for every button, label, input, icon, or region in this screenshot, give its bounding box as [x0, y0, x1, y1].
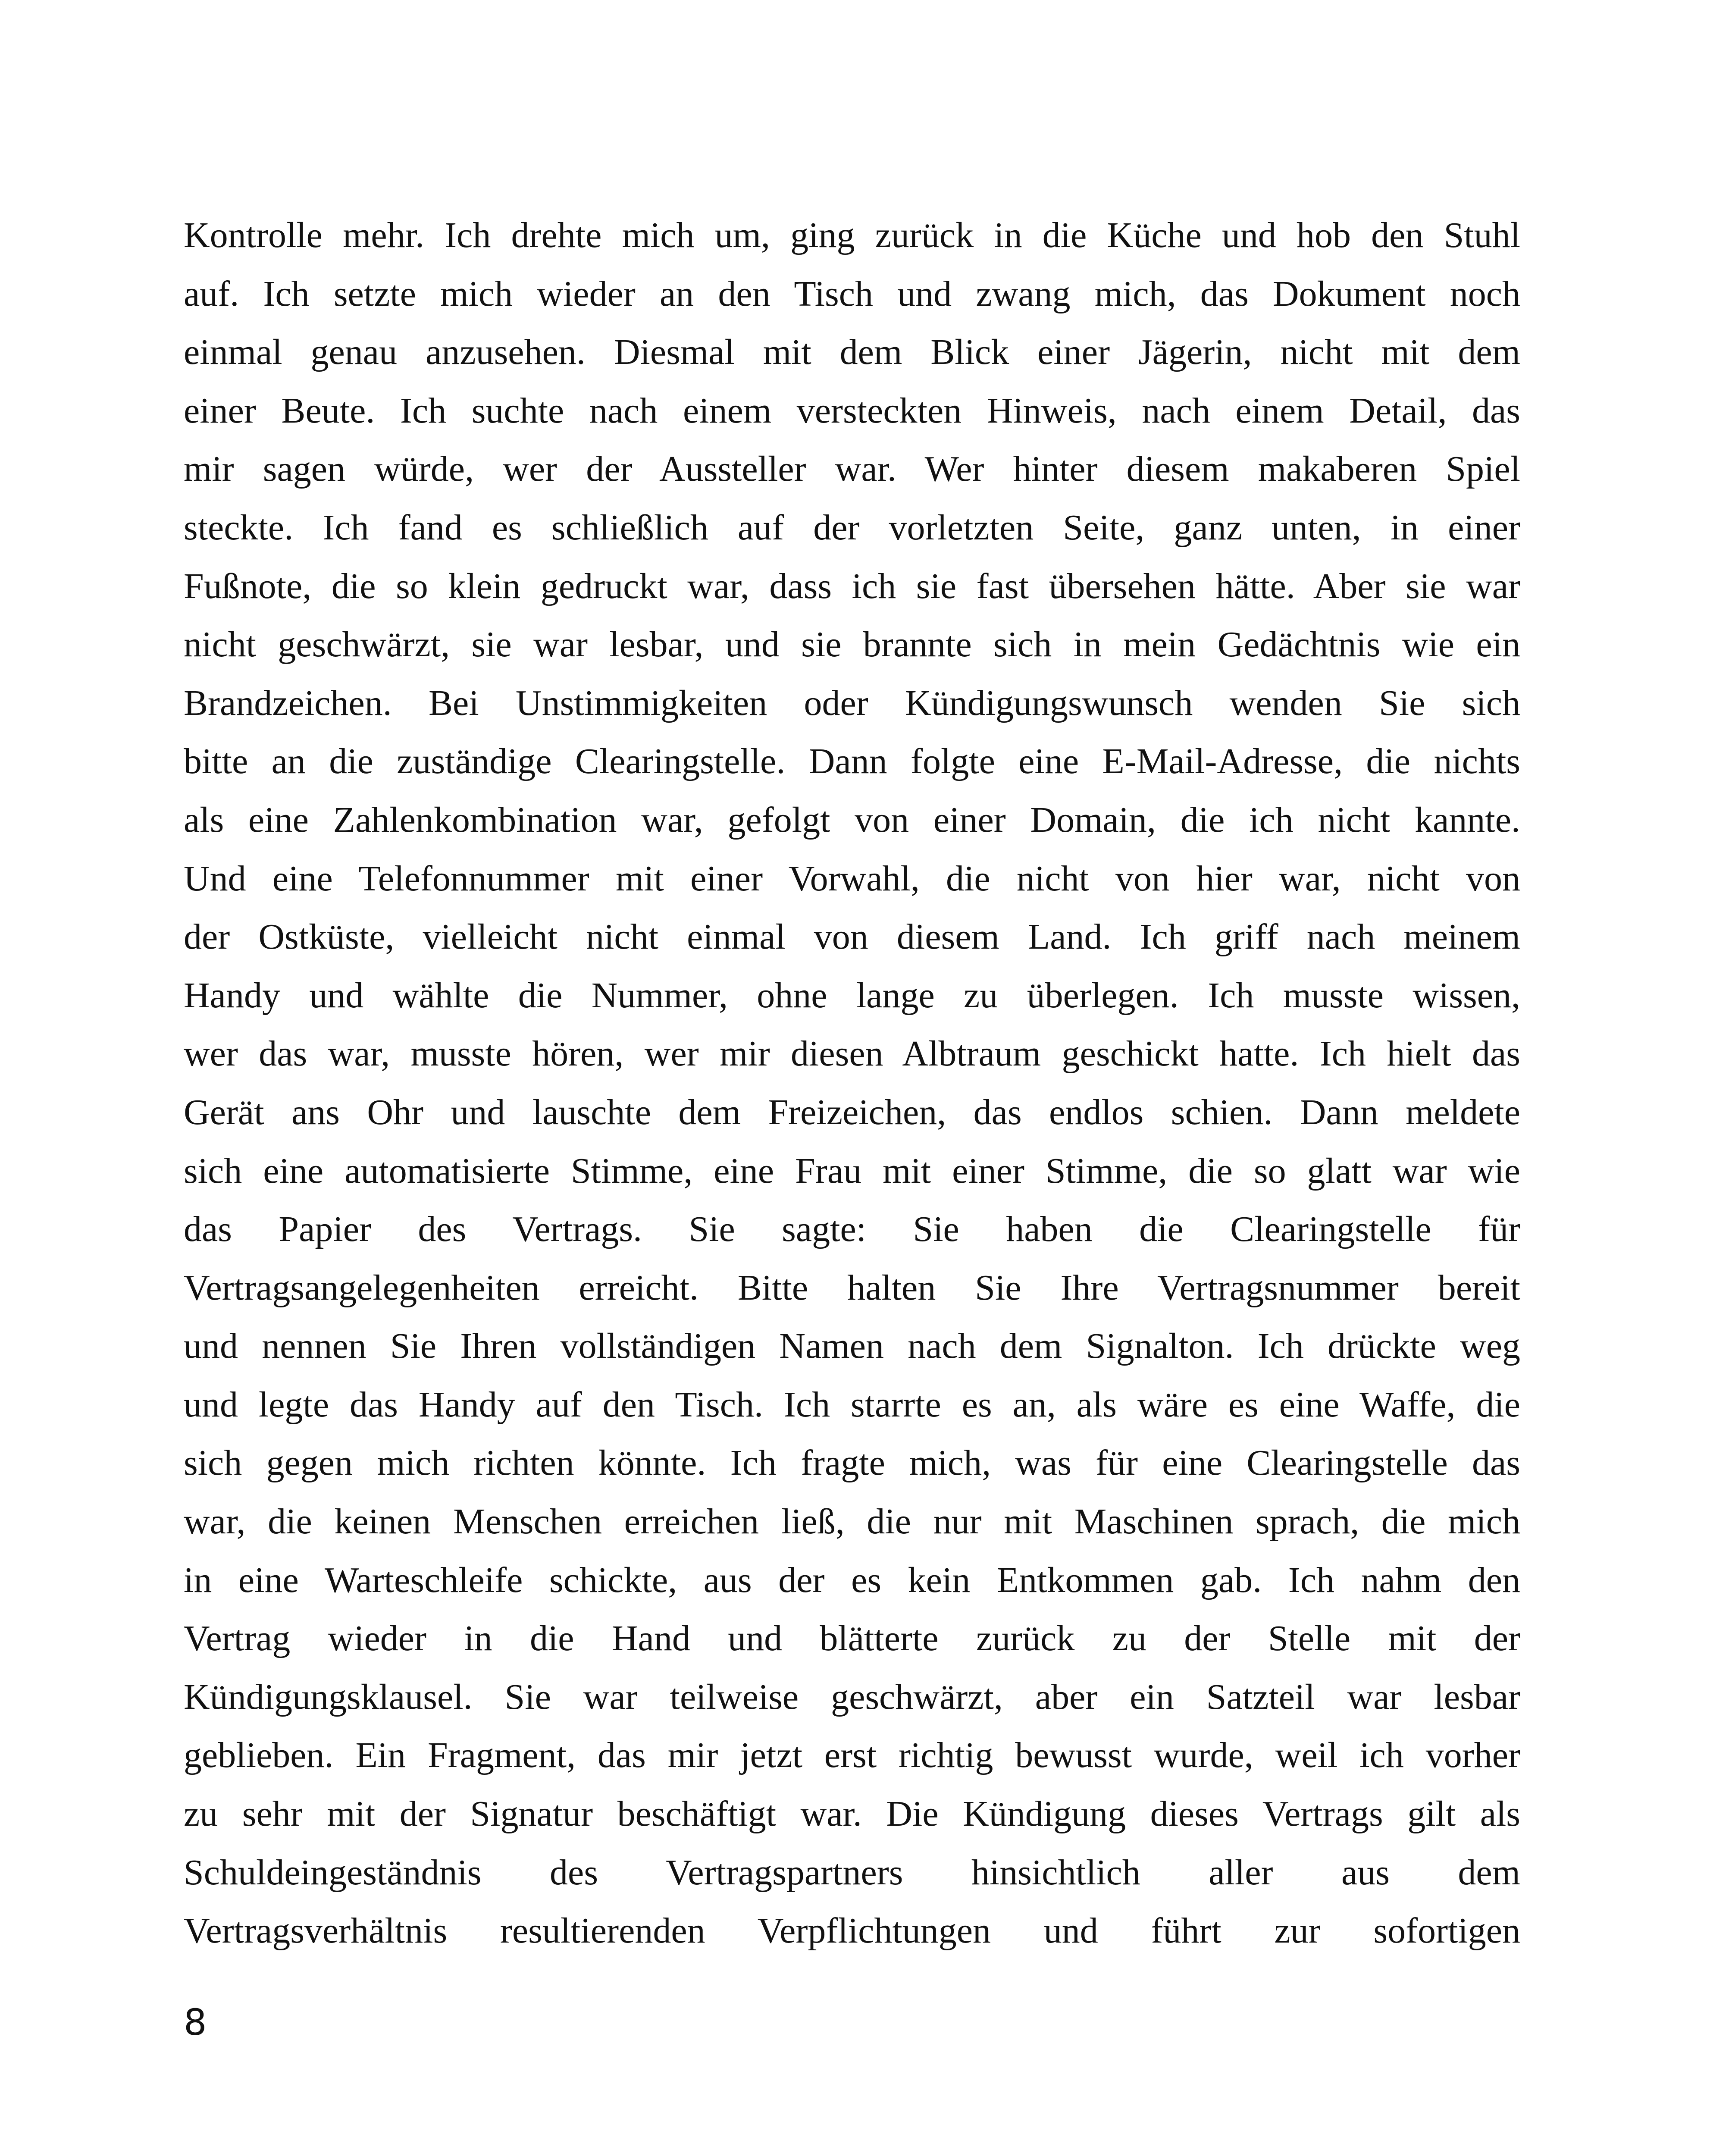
text-line: Fußnote, die so klein gedruckt war, dass ich sie fast übersehen hätte. Aber sie war [184, 566, 1520, 606]
text-line: und nennen Sie Ihren vollständigen Namen nach dem Signalton. Ich drückte weg [184, 1326, 1520, 1366]
text-line: geblieben. Ein Fragment, das mir jetzt erst richtig bewusst wurde, weil ich vorher [184, 1735, 1520, 1776]
text-line: Gerät ans Ohr und lauschte dem Freizeichen, das endlos schien. Dann meldete [184, 1092, 1520, 1132]
text-line: Handy und wählte die Nummer, ohne lange zu überlegen. Ich musste wissen, [184, 975, 1520, 1015]
text-line: Kontrolle mehr. Ich drehte mich um, ging zurück in die Küche und hob den Stuhl [184, 215, 1520, 255]
text-line: zu sehr mit der Signatur beschäftigt war. Die Kündigung dieses Vertrags gilt als [184, 1794, 1520, 1834]
text-line: Vertragsangelegenheiten erreicht. Bitte halten Sie Ihre Vertragsnummer bereit [184, 1267, 1520, 1308]
text-line: Kündigungsklausel. Sie war teilweise geschwärzt, aber ein Satzteil war lesbar [184, 1677, 1520, 1717]
text-line: sich gegen mich richten könnte. Ich fragte mich, was für eine Clearingstelle das [184, 1443, 1520, 1483]
text-line: als eine Zahlenkombination war, gefolgt von einer Domain, die ich nicht kannte. [184, 799, 1520, 840]
text-line: Und eine Telefonnummer mit einer Vorwahl, die nicht von hier war, nicht von [184, 858, 1520, 899]
page-number: 8 [184, 2001, 207, 2043]
text-line: einer Beute. Ich suchte nach einem versteckten Hinweis, nach einem Detail, das [184, 390, 1520, 431]
text-line: mir sagen würde, wer der Aussteller war. Wer hinter diesem makaberen Spiel [184, 449, 1520, 489]
text-line: Vertragsverhältnis resultierenden Verpflichtungen und führt zur sofortigen [184, 1911, 1520, 1951]
text-line: einmal genau anzusehen. Diesmal mit dem Blick einer Jägerin, nicht mit dem [184, 332, 1520, 373]
text-line: war, die keinen Menschen erreichen ließ, die nur mit Maschinen sprach, die mich [184, 1501, 1520, 1542]
text-line: auf. Ich setzte mich wieder an den Tisch und zwang mich, das Dokument noch [184, 273, 1520, 314]
text-line: nicht geschwärzt, sie war lesbar, und sie brannte sich in mein Gedächtnis wie ein [184, 624, 1520, 665]
text-line: Schuldeingeständnis des Vertragspartners hinsichtlich aller aus dem [184, 1852, 1520, 1893]
text-line: sich eine automatisierte Stimme, eine Frau mit einer Stimme, die so glatt war wie [184, 1150, 1520, 1191]
text-line: bitte an die zuständige Clearingstelle. Dann folgte eine E-Mail-Adresse, die nichts [184, 741, 1520, 782]
text-line: und legte das Handy auf den Tisch. Ich starrte es an, als wäre es eine Waffe, die [184, 1384, 1520, 1425]
text-line: steckte. Ich fand es schließlich auf der vorletzten Seite, ganz unten, in einer [184, 507, 1520, 548]
body-text [184, 206, 1520, 1960]
text-line: in eine Warteschleife schickte, aus der es kein Entkommen gab. Ich nahm den [184, 1560, 1520, 1600]
text-line: Brandzeichen. Bei Unstimmigkeiten oder Kündigungswunsch wenden Sie sich [184, 683, 1520, 723]
text-line: wer das war, musste hören, wer mir diesen Albtraum geschickt hatte. Ich hielt das [184, 1034, 1520, 1074]
text-line: das Papier des Vertrags. Sie sagte: Sie haben die Clearingstelle für [184, 1209, 1520, 1250]
text-line: der Ostküste, vielleicht nicht einmal von diesem Land. Ich griff nach meinem [184, 917, 1520, 957]
text-line: Vertrag wieder in die Hand und blätterte zurück zu der Stelle mit der [184, 1618, 1520, 1659]
